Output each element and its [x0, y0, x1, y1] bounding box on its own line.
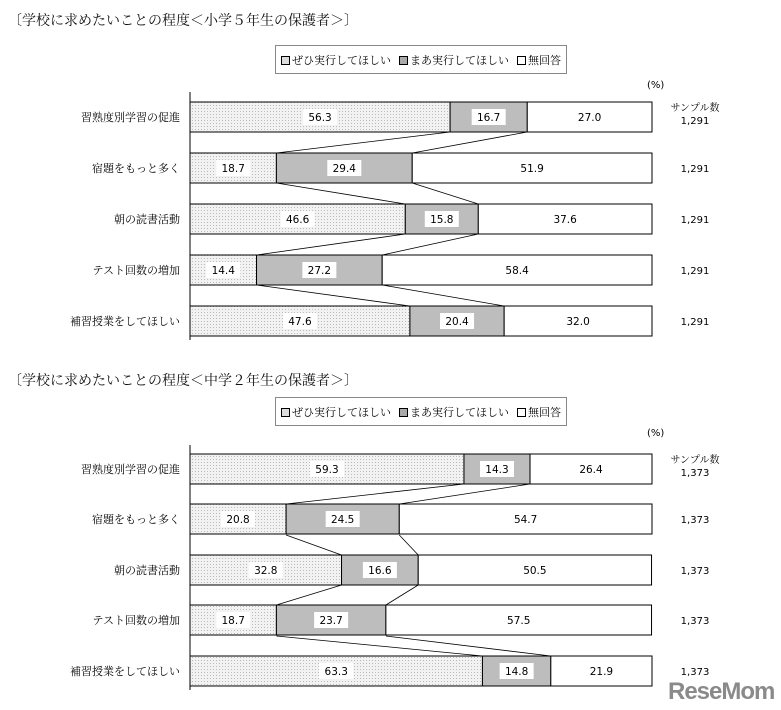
- chart-title-junior-high: 〔学校に求めたいことの程度＜中学２年生の保護者＞〕: [8, 373, 358, 389]
- value-label: 47.6: [288, 316, 312, 328]
- connector-line: [386, 585, 418, 605]
- value-label: 63.3: [324, 666, 348, 678]
- category-label: 補習授業をしてほしい: [70, 315, 180, 328]
- category-label: テスト回数の増加: [92, 264, 180, 277]
- sample-size: 1,291: [680, 215, 710, 226]
- connector-line: [276, 585, 341, 605]
- connector-line: [382, 285, 504, 306]
- resemom-logo: ReseMom: [668, 678, 775, 705]
- connector-line: [257, 285, 410, 306]
- value-label: 27.0: [577, 112, 602, 124]
- value-label: 58.4: [505, 265, 529, 277]
- value-label: 16.7: [476, 112, 501, 124]
- legend-item: ぜひ実行してほしい: [281, 52, 391, 68]
- category-label: 宿題をもっと多く: [92, 162, 180, 175]
- value-label: 32.8: [254, 565, 278, 577]
- value-label: 14.4: [211, 265, 235, 277]
- connector-line: [276, 183, 405, 204]
- value-label: 14.3: [485, 464, 509, 476]
- value-label: 20.8: [226, 514, 250, 526]
- sample-size: 1,373: [680, 515, 710, 526]
- value-label: 18.7: [221, 615, 245, 627]
- connector-line: [286, 535, 341, 555]
- category-label: テスト回数の増加: [92, 614, 180, 627]
- value-label: 54.7: [513, 514, 538, 526]
- value-label: 15.8: [430, 214, 454, 226]
- sample-size: 1,373: [680, 468, 710, 479]
- connector-line: [412, 132, 527, 153]
- connector-line: [412, 183, 478, 204]
- value-label: 18.7: [221, 163, 245, 175]
- connector-line: [399, 484, 530, 504]
- value-label: 51.9: [520, 163, 544, 175]
- sample-header: サンプル数: [670, 455, 720, 466]
- sample-size: 1,373: [680, 667, 710, 678]
- category-label: 補習授業をしてほしい: [70, 665, 180, 678]
- connector-line: [286, 484, 464, 504]
- sample-header: サンプル数: [670, 103, 720, 114]
- value-label: 32.0: [566, 316, 590, 328]
- category-label: 宿題をもっと多く: [92, 513, 180, 526]
- value-label: 26.4: [579, 464, 603, 476]
- value-label: 23.7: [319, 615, 343, 627]
- legend-item: ぜひ実行してほしい: [281, 404, 391, 420]
- value-label: 24.5: [330, 514, 355, 526]
- legend-item: まあ実行してほしい: [399, 52, 509, 68]
- value-label: 50.5: [523, 565, 547, 577]
- category-label: 習熟度別学習の促進: [81, 463, 180, 476]
- sample-size: 1,291: [680, 266, 710, 277]
- sample-size: 1,373: [680, 616, 710, 627]
- connector-line: [399, 535, 418, 555]
- connector-line: [276, 132, 450, 153]
- category-label: 習熟度別学習の促進: [81, 111, 180, 124]
- value-label: 29.4: [332, 163, 357, 175]
- unit-label: (%): [647, 428, 665, 439]
- connector-line: [257, 234, 406, 255]
- chart-title-elementary: 〔学校に求めたいことの程度＜小学５年生の保護者＞〕: [8, 13, 358, 29]
- value-label: 14.8: [504, 666, 529, 678]
- value-label: 46.6: [285, 214, 310, 226]
- category-label: 朝の読書活動: [114, 213, 180, 226]
- connector-line: [386, 636, 551, 656]
- sample-size: 1,291: [680, 164, 710, 175]
- legend-item: 無回答: [517, 52, 561, 68]
- sample-size: 1,291: [680, 317, 710, 328]
- legend-item: まあ実行してほしい: [399, 404, 509, 420]
- unit-label: (%): [647, 80, 665, 91]
- value-label: 21.9: [589, 666, 614, 678]
- sample-size: 1,373: [680, 566, 710, 577]
- category-label: 朝の読書活動: [114, 564, 180, 577]
- sample-size: 1,291: [680, 116, 710, 127]
- value-label: 27.2: [307, 265, 332, 277]
- value-label: 57.5: [507, 615, 531, 627]
- connector-line: [276, 636, 482, 656]
- value-label: 59.3: [315, 464, 339, 476]
- value-label: 37.6: [553, 214, 577, 226]
- connector-line: [382, 234, 478, 255]
- value-label: 20.4: [445, 316, 469, 328]
- value-label: 16.6: [368, 565, 392, 577]
- legend-item: 無回答: [517, 404, 561, 420]
- value-label: 56.3: [308, 112, 332, 124]
